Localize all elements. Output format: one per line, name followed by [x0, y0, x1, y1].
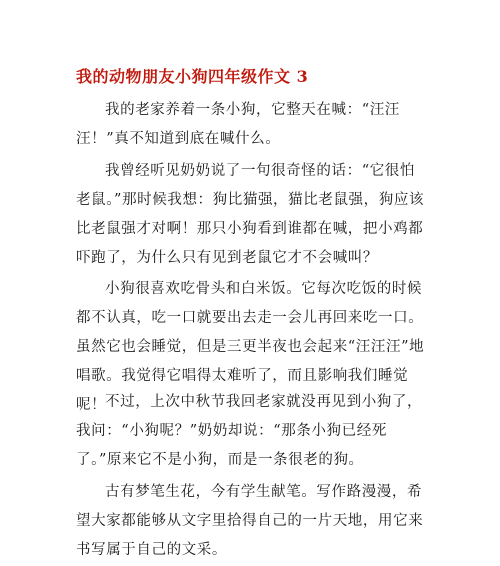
paragraph-3: 小狗很喜欢吃骨头和白米饭。它每次吃饭的时候都不认真，吃一口就要出去走一会儿再回来吃一口。虽然它也会睡觉，但是三更半夜也会起来“汪汪汪”地唱歌。我觉得它唱得太难听了，而且影响我们睡觉呢！ — [76, 281, 425, 413]
paragraph-1: 我的老家养着一条小狗，它整天在喊：“汪汪汪！”真不知道到底在喊什么。 — [76, 102, 400, 147]
paragraph-4: 不过，上次中秋节我回老家就没再见到小狗了，我问：“小狗呢？”奶奶却说：“那条小狗已经死了。”原来它不是小狗，而是一条很老的狗。 — [76, 394, 423, 468]
paragraph-5: 古有梦笔生花，今有学生献笔。写作路漫漫，希望大家都能够从文字里拾得自己的一片天地，用它来书写属于自己的文采。 — [76, 484, 424, 558]
paragraph-2: 我曾经听见奶奶说了一句很奇怪的话：“它很怕老鼠。”那时候我想：狗比猫强，猫比老鼠强，狗应该比老鼠强才对啊！那只小狗看到谁都在喊，把小鸡都吓跑了，为什么只有见到老鼠它才不会喊叫？ — [76, 163, 425, 266]
document-title: 我的动物朋友小狗四年级作文 3 — [76, 67, 309, 86]
